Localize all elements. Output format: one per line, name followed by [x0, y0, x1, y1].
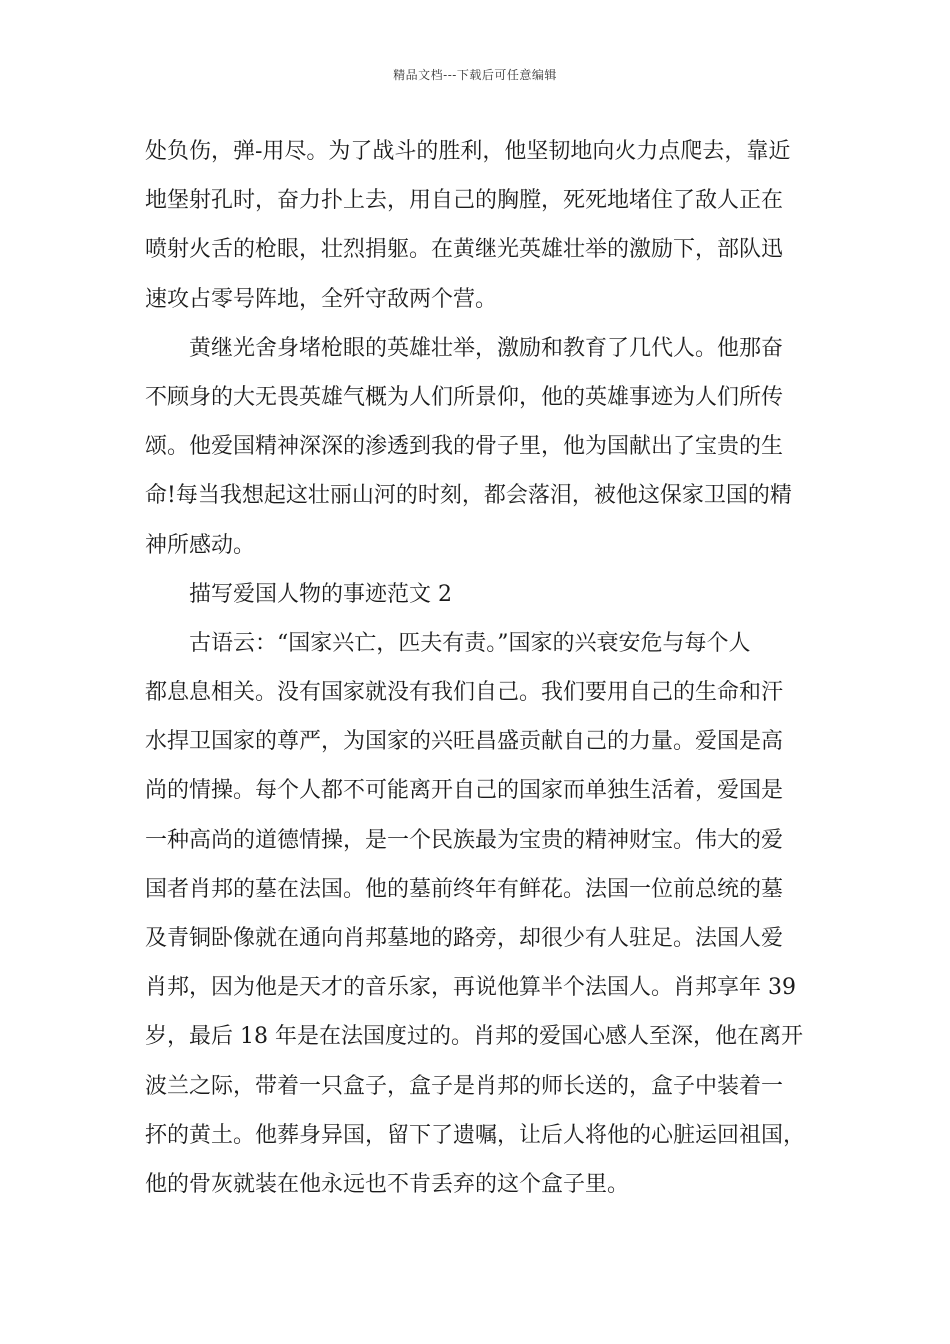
text-line: 国者肖邦的墓在法国。他的墓前终年有鲜花。法国一位前总统的墓 [145, 876, 784, 902]
text-line: 他的骨灰就装在他永远也不肯丢弃的这个盒子里。 [145, 1171, 630, 1197]
text-line: 命!每当我想起这壮丽山河的时刻，都会落泪，被他这保家卫国的精 [145, 483, 792, 509]
document-body [145, 132, 820, 1214]
text-line: 黄继光舍身堵枪眼的英雄壮举，激励和教育了几代人。他那奋 [189, 335, 784, 361]
paragraph-1 [145, 132, 820, 329]
paragraph-2 [145, 329, 820, 575]
text-line: 地堡射孔时，奋力扑上去，用自己的胸膛，死死地堵住了敌人正在 [145, 188, 784, 214]
text-line: 古语云：“国家兴亡，匹夫有责。”国家的兴衰安危与每个人 [189, 630, 751, 656]
text-line: 岁，最后 18 年是在法国度过的。肖邦的爱国心感人至深，他在离开 [145, 1024, 803, 1050]
text-line: 神所感动。 [145, 532, 256, 558]
text-line: 速攻占零号阵地，全歼守敌两个营。 [145, 286, 498, 312]
text-line: 处负伤，弹-用尽。为了战斗的胜利，他坚韧地向火力点爬去，靠近 [145, 139, 791, 164]
text-line: 及青铜卧像就在通向肖邦墓地的路旁，却很少有人驻足。法国人爱 [145, 926, 784, 951]
text-line: 一种高尚的道德情操，是一个民族最为宝贵的精神财宝。伟大的爱 [145, 827, 784, 853]
text-line: 都息息相关。没有国家就没有我们自己。我们要用自己的生命和汗 [145, 680, 784, 706]
text-line: 波兰之际，带着一只盒子，盒子是肖邦的师长送的，盒子中装着一 [145, 1073, 784, 1099]
page-header: 精品文档---下载后可任意编辑 [393, 68, 557, 82]
heading-line: 描写爱国人物的事迹范文 2 [189, 581, 452, 607]
paragraph-3 [145, 624, 820, 1214]
text-line: 水捍卫国家的尊严，为国家的兴旺昌盛贡献自己的力量。爱国是高 [145, 729, 784, 755]
text-line: 尚的情操。每个人都不可能离开自己的国家而单独生活着，爱国是 [145, 778, 784, 804]
text-line: 不顾身的大无畏英雄气概为人们所景仰，他的英雄事迹为人们所传 [145, 384, 784, 410]
text-line: 肖邦，因为他是天才的音乐家，再说他算半个法国人。肖邦享年 39 [145, 975, 796, 1001]
text-line: 颂。他爱国精神深深的渗透到我的骨子里，他为国献出了宝贵的生 [145, 434, 784, 460]
text-line: 喷射火舌的枪眼，壮烈捐躯。在黄继光英雄壮举的激励下，部队迅 [145, 237, 784, 263]
text-line: 抔的黄土。他葬身异国，留下了遗嘱，让后人将他的心脏运回祖国， [145, 1122, 806, 1148]
section-heading [145, 575, 820, 624]
